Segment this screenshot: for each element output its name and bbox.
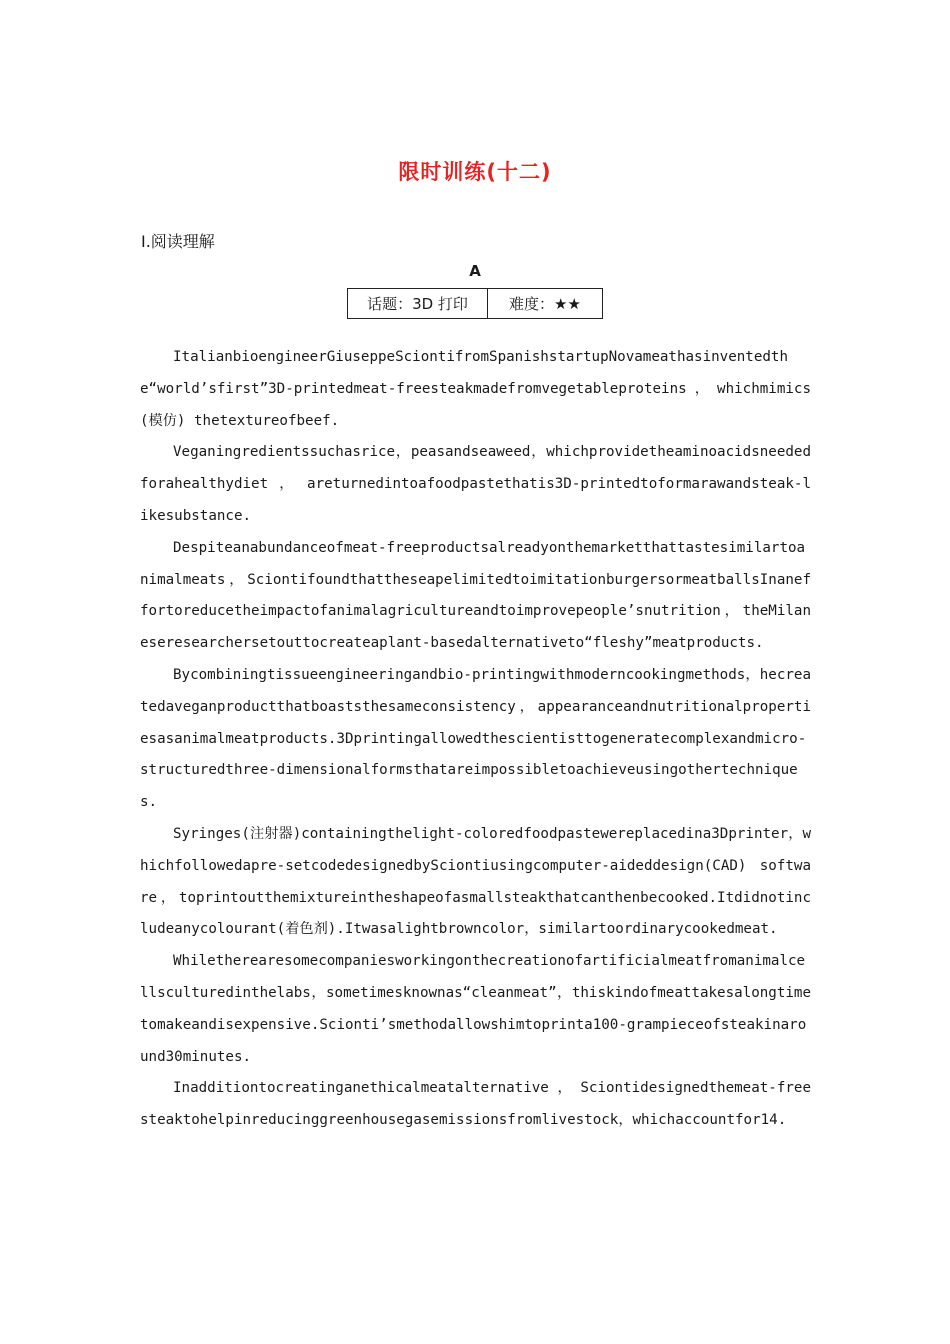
passage-label: A — [469, 262, 481, 280]
paragraph: Bycombiningtissueengineeringandbio-printingwithmoderncookingmethods，hecreatedaveganproductthatboaststhesameconsistency，appearanceandnutritionalpropertiesasanimalmeatproducts.3Dprintingallowedthescientisttogeneratecomplexandmicro-structuredthree-dimensionalformsthatareimpossibletoachieveusingothertechniques. — [140, 666, 811, 811]
paragraph: Whilethereаresomecompaniesworkingonthecreationofartificialmeatfromanimalcellsculturedinthelabs，sometimesknownas“cleanmeat”，thiskindofmeattakesalongtimetomakeandisexpensive.Scionti’smethodallowshimtoprinta100-grampieceofsteakinaround30minutes. — [140, 953, 811, 1065]
paragraph: Veganingredientssuchasrice，peasandseaweed，whichprovidetheaminoacidsneededforahealthydiet ， areturnedintoafoodpastethatis3D-printedtoformarawandsteak-likesubstance. — [140, 444, 811, 524]
topic-cell: 话题：3D 打印 — [348, 289, 488, 318]
passage-body — [140, 342, 811, 1137]
paragraph: Despiteanabundanceofmeat-freeproductsalreadyonthemarketthattastesimilartoanimalmeats，SciontifoundthattheseарelimitedtoimitationburgersormeatballsInaneffortoreducetheimpactofanimalagricultureandtoimprovepeople’snutrition，theMilaneseresearchersetouttocreateaplant-basedalternativeto“fleshy”meatproducts. — [140, 539, 811, 652]
section-heading: Ⅰ.阅读理解 — [141, 232, 215, 251]
topic-table — [347, 288, 603, 319]
paragraph: ItalianbioengineerGiuseppeSciontifromSpanishstartupNovameathasinventedthe“world’sfirst”3D-printedmeat-freesteakmadefromvegetableproteins，whichmimics(模仿) thetextureofbeef. — [140, 349, 811, 429]
paragraph: Inadditiontocreatinganethicalmeatalternative ， Sciontidesignedthemeat-freesteaktohelpinreducinggreenhousegasemissionsfromlivestock，whichaccountfor14. — [140, 1080, 811, 1129]
page-title: 限时训练(十二) — [398, 160, 552, 184]
paragraph: Syringes(注射器)containingthelight-coloredfoodpastewereplacedina3Dprinter，whichfollowedapre-setcodedesignedbySciontiusingcomputer-aideddesign(CAD) software，toprintoutthemixtureintheshapeofasmallsteakthatcanthenbecooked.Itdidnotincludeanycolourant(着色剂).Itwasalightbrowncolor，similartoordinarycookedmeat. — [140, 825, 811, 938]
difficulty-cell: 难度：★★ — [509, 295, 581, 313]
